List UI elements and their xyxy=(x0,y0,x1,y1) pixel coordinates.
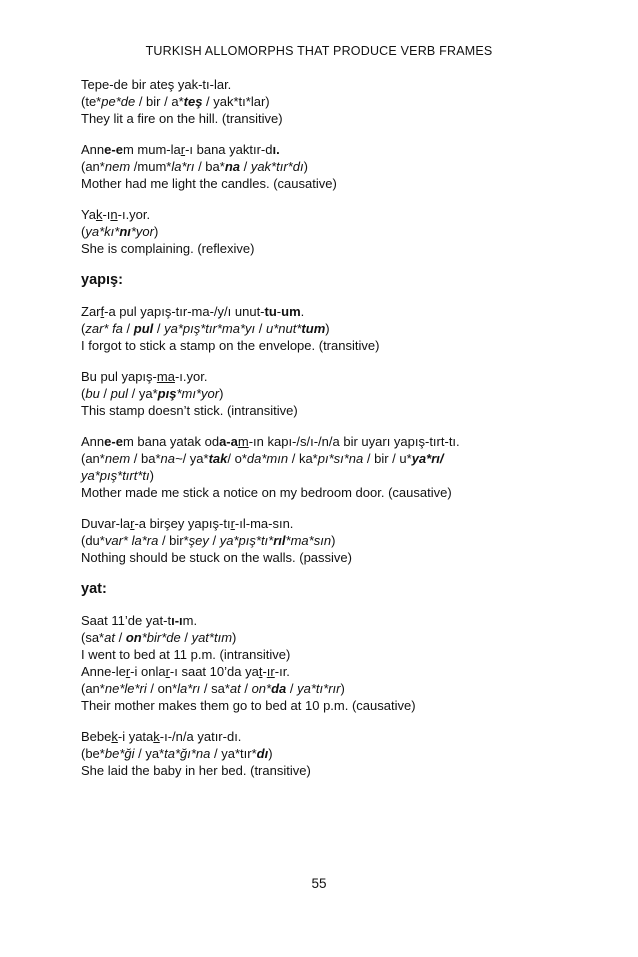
example-yapis-causative xyxy=(81,433,581,501)
syllabification: (an*nem /mum*la*rı / ba*na / yak*tır*dı) xyxy=(81,159,308,174)
example-yapis-passive xyxy=(81,515,581,566)
english-translation: I went to bed at 11 p.m. (intransitive) xyxy=(81,647,291,662)
syllabification-continued: ya*pış*tırt*tı) xyxy=(81,468,154,483)
turkish-sentence: Anne-em mum-lar-ı bana yaktır-dı. xyxy=(81,142,280,157)
example-yat-pair xyxy=(81,612,581,714)
turkish-sentence: Saat 11’de yat-tı-ım. xyxy=(81,613,198,628)
example-yak-transitive xyxy=(81,76,581,127)
section-heading-yapis: yapış: xyxy=(81,272,123,288)
page-number: 55 xyxy=(311,876,327,891)
section-heading-yat: yat: xyxy=(81,581,107,597)
english-translation: She laid the baby in her bed. (transitive) xyxy=(81,763,311,778)
turkish-sentence: Anne-ler-i onlar-ı saat 10’da yat-ır-ır. xyxy=(81,664,290,679)
syllabification: (sa*at / on*bir*de / yat*tım) xyxy=(81,630,237,645)
syllabification: (ya*kı*nı*yor) xyxy=(81,224,159,239)
syllabification: (be*be*ği / ya*ta*ğı*na / ya*tır*dı) xyxy=(81,746,273,761)
turkish-sentence: Bebek-i yatak-ı-/n/a yatır-dı. xyxy=(81,729,242,744)
english-translation: Mother made me stick a notice on my bedroom door. (causative) xyxy=(81,485,452,500)
running-header: TURKISH ALLOMORPHS THAT PRODUCE VERB FRAMES xyxy=(145,44,493,58)
english-translation: They lit a fire on the hill. (transitive) xyxy=(81,111,283,126)
syllabification: (an*ne*le*ri / on*la*rı / sa*at / on*da / ya*tı*rır) xyxy=(81,681,345,696)
turkish-sentence: Yak-ın-ı.yor. xyxy=(81,207,151,222)
example-yak-reflexive xyxy=(81,206,581,257)
syllabification: (te*pe*de / bir / a*teş / yak*tı*lar) xyxy=(81,94,270,109)
syllabification: (bu / pul / ya*pış*mı*yor) xyxy=(81,386,224,401)
turkish-sentence: Bu pul yapış-ma-ı.yor. xyxy=(81,369,208,384)
turkish-sentence: Zarf-a pul yapış-tır-ma-/y/ı unut-tu-um. xyxy=(81,304,305,319)
english-translation: Mother had me light the candles. (causative) xyxy=(81,176,337,191)
syllabification: (an*nem / ba*na~/ ya*tak/ o*da*mın / ka*pı*sı*na / bir / u*ya*rı/ xyxy=(81,451,444,466)
english-translation: Their mother makes them go to bed at 10 p.m. (causative) xyxy=(81,698,416,713)
page-body xyxy=(81,76,581,779)
english-translation: This stamp doesn’t stick. (intransitive) xyxy=(81,403,298,418)
syllabification: (du*var* la*ra / bir*şey / ya*pış*tı*rıl*ma*sın) xyxy=(81,533,336,548)
example-yapis-intransitive xyxy=(81,368,581,419)
example-yak-causative xyxy=(81,141,581,192)
english-translation: Nothing should be stuck on the walls. (passive) xyxy=(81,550,352,565)
english-translation: She is complaining. (reflexive) xyxy=(81,241,255,256)
example-yapis-transitive xyxy=(81,303,581,354)
example-yat-transitive xyxy=(81,728,581,779)
syllabification: (zar* fa / pul / ya*pış*tır*ma*yı / u*nut*tum) xyxy=(81,321,330,336)
turkish-sentence: Tepe-de bir ateş yak-tı-lar. xyxy=(81,77,232,92)
english-translation: I forgot to stick a stamp on the envelope. (transitive) xyxy=(81,338,380,353)
turkish-sentence: Duvar-lar-a birşey yapış-tır-ıl-ma-sın. xyxy=(81,516,294,531)
turkish-sentence: Anne-em bana yatak oda-am-ın kapı-/s/ı-/n/a bir uyarı yapış-tırt-tı. xyxy=(81,434,460,449)
